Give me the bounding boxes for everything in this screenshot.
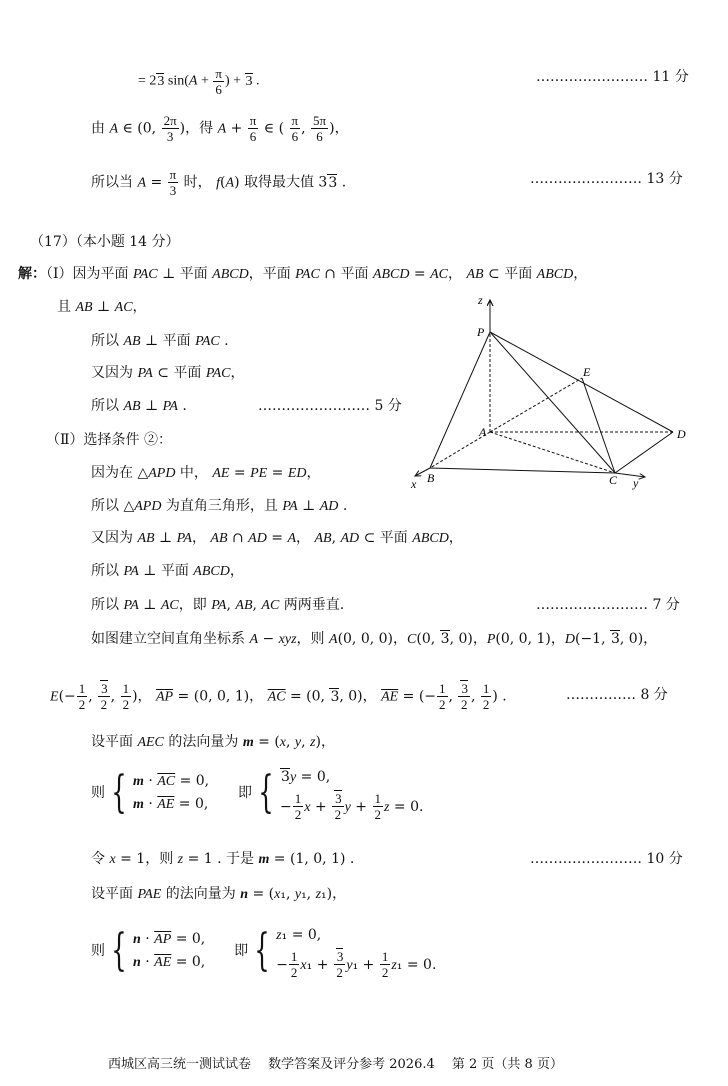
- system-1: 则 { $m \cdot \overline{AC} = 0$, $m \cdot \overline{AE} = 0$, 即 { 3y = 0, − $\frac{1}{2}$ x + $\frac{3}{2}$ y + $\frac{1}{2}$ z = 0.: [91, 767, 424, 822]
- solution-line-4: 又因为 PA ⊂ 平面 PAC，: [91, 365, 245, 381]
- label-y: y: [633, 476, 639, 490]
- edge-BC: [430, 468, 615, 473]
- solution-line-2: 且 AB ⊥ AC，: [57, 299, 147, 315]
- solution-line-3: 所以 AB ⊥ 平面 PAC .: [91, 333, 229, 349]
- score-10: …………………… 10 分: [530, 851, 683, 867]
- solution-label: 解：: [18, 266, 46, 282]
- page-footer: 西城区高三统一测试试卷 数学答案及评分参考 2026.4 第 2 页（共 8 页）: [108, 1057, 563, 1072]
- label-B: B: [427, 471, 435, 485]
- solution-line-12: 如图建立空间直角坐标系 A − xyz，则 A(0, 0, 0)，C(0, 3, 0)，P(0, 0, 1)，D(−1, 3, 0)，: [91, 631, 658, 647]
- label-D: D: [677, 427, 686, 441]
- edge-PB: [430, 332, 490, 468]
- score-7: …………………… 7 分: [536, 597, 680, 613]
- label-x: x: [411, 477, 417, 490]
- solution-line-5: 所以 AB ⊥ PA .: [91, 398, 187, 414]
- solution-line-16: 令 x = 1，则 z = 1 . 于是 m = (1, 0, 1) .: [91, 851, 355, 867]
- score-11: …………………… 11 分: [536, 69, 689, 85]
- solution-line-7: 因为在 △APD 中， AE = PE = ED，: [91, 465, 321, 481]
- solution-line-14: 设平面 AEC 的法向量为 m = (x, y, z)，: [91, 734, 335, 750]
- solution-line-8: 所以 △APD 为直角三角形，且 PA ⊥ AD .: [91, 498, 348, 514]
- solution-line-9: 又因为 AB ⊥ PA， AB ∩ AD = A， AB, AD ⊂ 平面 ABCD，: [91, 530, 463, 546]
- question-17-title: （17）（本小题 14 分）: [30, 234, 180, 250]
- edge-EC: [582, 378, 615, 473]
- score-13: …………………… 13 分: [530, 171, 683, 187]
- solution-line-17: 设平面 PAE 的法向量为 n = (x₁, y₁, z₁)，: [91, 886, 347, 902]
- line-domain: 由 A ∈ (0, $\frac{2\pi}{3}$ )，得 A + $\frac{\pi}{6}$ ∈ ( $\frac{\pi}{6}$ , $\frac{5\pi}{6}$ )，: [91, 113, 349, 144]
- edge-PC: [490, 332, 615, 473]
- solution-line-6: （Ⅱ）选择条件 ②：: [46, 432, 172, 448]
- label-A: A: [479, 425, 487, 439]
- edge-PD: [490, 332, 673, 432]
- pyramid-figure: [405, 290, 695, 490]
- score-5: …………………… 5 分: [258, 398, 402, 414]
- line-11-expr: = 23 sin(A + $\frac{\pi}{6}$ ) + 3 .: [138, 66, 260, 97]
- label-C: C: [609, 473, 618, 487]
- solution-line-10: 所以 PA ⊥ 平面 ABCD，: [91, 563, 244, 579]
- line-max: 所以当 A = $\frac{\pi}{3}$ 时， f(A) 取得最大值 33 .: [91, 167, 347, 198]
- solution-line-1: 解：（Ⅰ）因为平面 PAC ⊥ 平面 ABCD，平面 PAC ∩ 平面 ABCD = AC， AB ⊂ 平面 ABCD，: [18, 266, 588, 282]
- solution-line-13: E(− $\frac{1}{2}$ , $\frac{3}{2}$ , $\frac{1}{2}$ )， $\overline{AP} = (0$, 0, 1)， $\overline{AC} = (0$, 3, 0)， $\overline{AE}$ = (− $\frac{1}{2}$ , $\frac{3}{2}$ , $\frac{1}{2}$ ) .: [50, 681, 507, 712]
- label-E: E: [583, 365, 591, 379]
- label-P: P: [477, 325, 485, 339]
- edge-CD: [615, 432, 673, 473]
- system-2: 则 { $n \cdot \overline{AP} = 0$, $n \cdot \overline{AE} = 0$, 即 { z₁ = 0, − $\frac{1}{2}$ x₁ + $\frac{3}{2}$ y₁ + $\frac{1}{2}$ z₁ = 0.: [91, 925, 437, 980]
- solution-line-11: 所以 PA ⊥ AC，即 PA, AB, AC 两两垂直.: [91, 597, 345, 613]
- label-z: z: [478, 293, 483, 307]
- score-8: …………… 8 分: [566, 687, 668, 703]
